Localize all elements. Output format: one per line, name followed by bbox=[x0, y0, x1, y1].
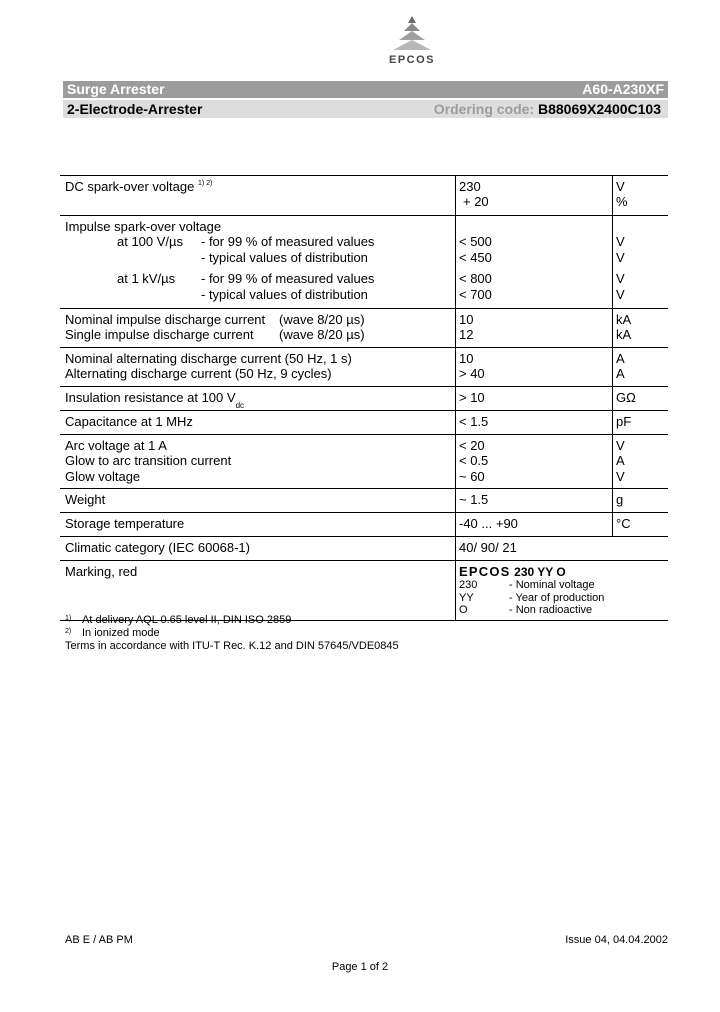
impulse-rate-100: at 100 V/µs bbox=[117, 234, 184, 250]
impulse-label: Impulse spark-over voltage bbox=[65, 219, 222, 234]
weight-label: Weight bbox=[65, 492, 106, 507]
arc-label-2: Glow to arc transition current bbox=[65, 453, 232, 469]
weight-value: ~ 1.5 bbox=[459, 492, 489, 507]
storage-label: Storage temperature bbox=[65, 516, 185, 531]
ac-value-1: 10 bbox=[459, 351, 474, 366]
impulse-value-4: < 700 bbox=[459, 286, 492, 302]
marking-label: Marking, red bbox=[65, 564, 138, 579]
insulation-label: Insulation resistance at 100 V bbox=[65, 390, 236, 405]
impulse-unit-1: V bbox=[616, 234, 625, 250]
arc-unit-1: V bbox=[616, 438, 625, 453]
spec-row-dc-sparkover bbox=[60, 175, 668, 215]
discharge-wave-2: (wave 8/20 µs) bbox=[279, 327, 365, 343]
storage-value: -40 ... +90 bbox=[459, 516, 518, 531]
product-type: Surge Arrester bbox=[67, 81, 165, 97]
ac-value-2: > 40 bbox=[459, 366, 485, 382]
part-number: A60-A230XF bbox=[582, 81, 664, 97]
marking-desc-2: - Year of production bbox=[509, 591, 605, 604]
capacitance-unit: pF bbox=[616, 414, 632, 429]
ac-label-2: Alternating discharge current (50 Hz, 9 cycles) bbox=[65, 366, 332, 382]
ordering-code-group bbox=[434, 101, 661, 117]
spec-row-capacitance bbox=[60, 410, 668, 434]
product-header-bar bbox=[63, 81, 668, 98]
impulse-value-2: < 450 bbox=[459, 249, 492, 265]
impulse-desc-2: - typical values of distribution bbox=[201, 249, 368, 265]
dc-tolerance: + 20 bbox=[463, 194, 489, 210]
impulse-desc-3: - for 99 % of measured values bbox=[201, 271, 375, 287]
arc-label-1: Arc voltage at 1 A bbox=[65, 438, 167, 453]
dc-tolerance-unit: % bbox=[616, 194, 628, 210]
dc-label: DC spark-over voltage bbox=[65, 179, 195, 194]
footer-department: AB E / AB PM bbox=[65, 934, 133, 946]
dc-value: 230 bbox=[459, 179, 481, 194]
discharge-label-1: Nominal impulse discharge current bbox=[65, 312, 266, 327]
ac-unit-1: A bbox=[616, 351, 625, 366]
marking-key-3: O bbox=[459, 604, 468, 617]
marking-desc-3: - Non radioactive bbox=[509, 604, 593, 617]
spec-row-marking bbox=[60, 560, 668, 621]
arc-unit-3: V bbox=[616, 468, 625, 484]
spec-row-climatic bbox=[60, 536, 668, 560]
spec-row-weight bbox=[60, 488, 668, 512]
impulse-rate-1k: at 1 kV/µs bbox=[117, 271, 176, 287]
marking-desc-1: - Nominal voltage bbox=[509, 579, 595, 592]
spec-row-insulation bbox=[60, 386, 668, 410]
ac-unit-2: A bbox=[616, 366, 625, 382]
ac-label-1: Nominal alternating discharge current (50 Hz, 1 s) bbox=[65, 351, 352, 366]
arc-value-2: < 0.5 bbox=[459, 453, 489, 469]
terms-note: Terms in accordance with ITU-T Rec. K.12 and DIN 57645/VDE0845 bbox=[65, 640, 399, 652]
insulation-unit: GΩ bbox=[616, 390, 636, 405]
spec-row-arc bbox=[60, 434, 668, 488]
arc-value-3: ~ 60 bbox=[459, 468, 485, 484]
climatic-value: 40/ 90/ 21 bbox=[459, 540, 517, 555]
spec-row-ac-discharge bbox=[60, 347, 668, 386]
climatic-label: Climatic category (IEC 60068-1) bbox=[65, 540, 250, 555]
insulation-label-sub: dc bbox=[235, 400, 245, 410]
ordering-header-bar bbox=[63, 100, 668, 118]
footnote-2-mark: 2) bbox=[65, 628, 72, 635]
capacitance-label: Capacitance at 1 MHz bbox=[65, 414, 193, 429]
discharge-unit-1: kA bbox=[616, 312, 632, 327]
footnote-1: At delivery AQL 0.65 level II, DIN ISO 2859 bbox=[82, 614, 292, 626]
footer-issue: Issue 04, 04.04.2002 bbox=[565, 934, 668, 946]
marking-key-1: 230 bbox=[459, 579, 478, 592]
epcos-logo bbox=[381, 14, 443, 72]
weight-unit: g bbox=[616, 492, 624, 507]
spec-row-impulse-sparkover bbox=[60, 215, 668, 308]
arc-label-3: Glow voltage bbox=[65, 468, 141, 484]
marking-key-2: YY bbox=[459, 591, 474, 604]
discharge-wave-1: (wave 8/20 µs) bbox=[279, 312, 365, 327]
dc-unit: V bbox=[616, 179, 625, 194]
product-subtype: 2-Electrode-Arrester bbox=[67, 101, 203, 117]
spec-table bbox=[60, 175, 668, 621]
impulse-unit-2: V bbox=[616, 249, 625, 265]
spec-row-impulse-discharge bbox=[60, 308, 668, 347]
insulation-value: > 10 bbox=[459, 390, 485, 405]
marking-code: 230 YY O bbox=[514, 565, 566, 579]
spec-row-storage bbox=[60, 512, 668, 536]
ordering-code-label: Ordering code: bbox=[433, 101, 535, 117]
discharge-label-2: Single impulse discharge current bbox=[65, 327, 254, 343]
marking-logo: EPCOS bbox=[459, 564, 511, 579]
impulse-unit-3: V bbox=[616, 271, 625, 287]
footnote-2: In ionized mode bbox=[82, 627, 160, 639]
arc-value-1: < 20 bbox=[459, 438, 485, 453]
arc-unit-2: A bbox=[616, 453, 625, 469]
page-number: Page 1 of 2 bbox=[331, 961, 389, 973]
epcos-logo-mark bbox=[381, 14, 443, 54]
storage-unit: °C bbox=[616, 516, 631, 531]
ordering-code: B88069X2400C103 bbox=[538, 101, 661, 117]
discharge-unit-2: kA bbox=[616, 327, 632, 343]
impulse-desc-1: - for 99 % of measured values bbox=[201, 234, 375, 250]
footnote-1-mark: 1) bbox=[65, 615, 72, 622]
discharge-value-1: 10 bbox=[459, 312, 474, 327]
impulse-value-3: < 800 bbox=[459, 271, 492, 287]
impulse-value-1: < 500 bbox=[459, 234, 492, 250]
impulse-desc-4: - typical values of distribution bbox=[201, 286, 368, 302]
impulse-unit-4: V bbox=[616, 286, 625, 302]
epcos-logo-text: EPCOS bbox=[388, 54, 435, 66]
capacitance-value: < 1.5 bbox=[459, 414, 489, 429]
discharge-value-2: 12 bbox=[459, 327, 474, 343]
dc-note: 1) 2) bbox=[197, 180, 213, 187]
